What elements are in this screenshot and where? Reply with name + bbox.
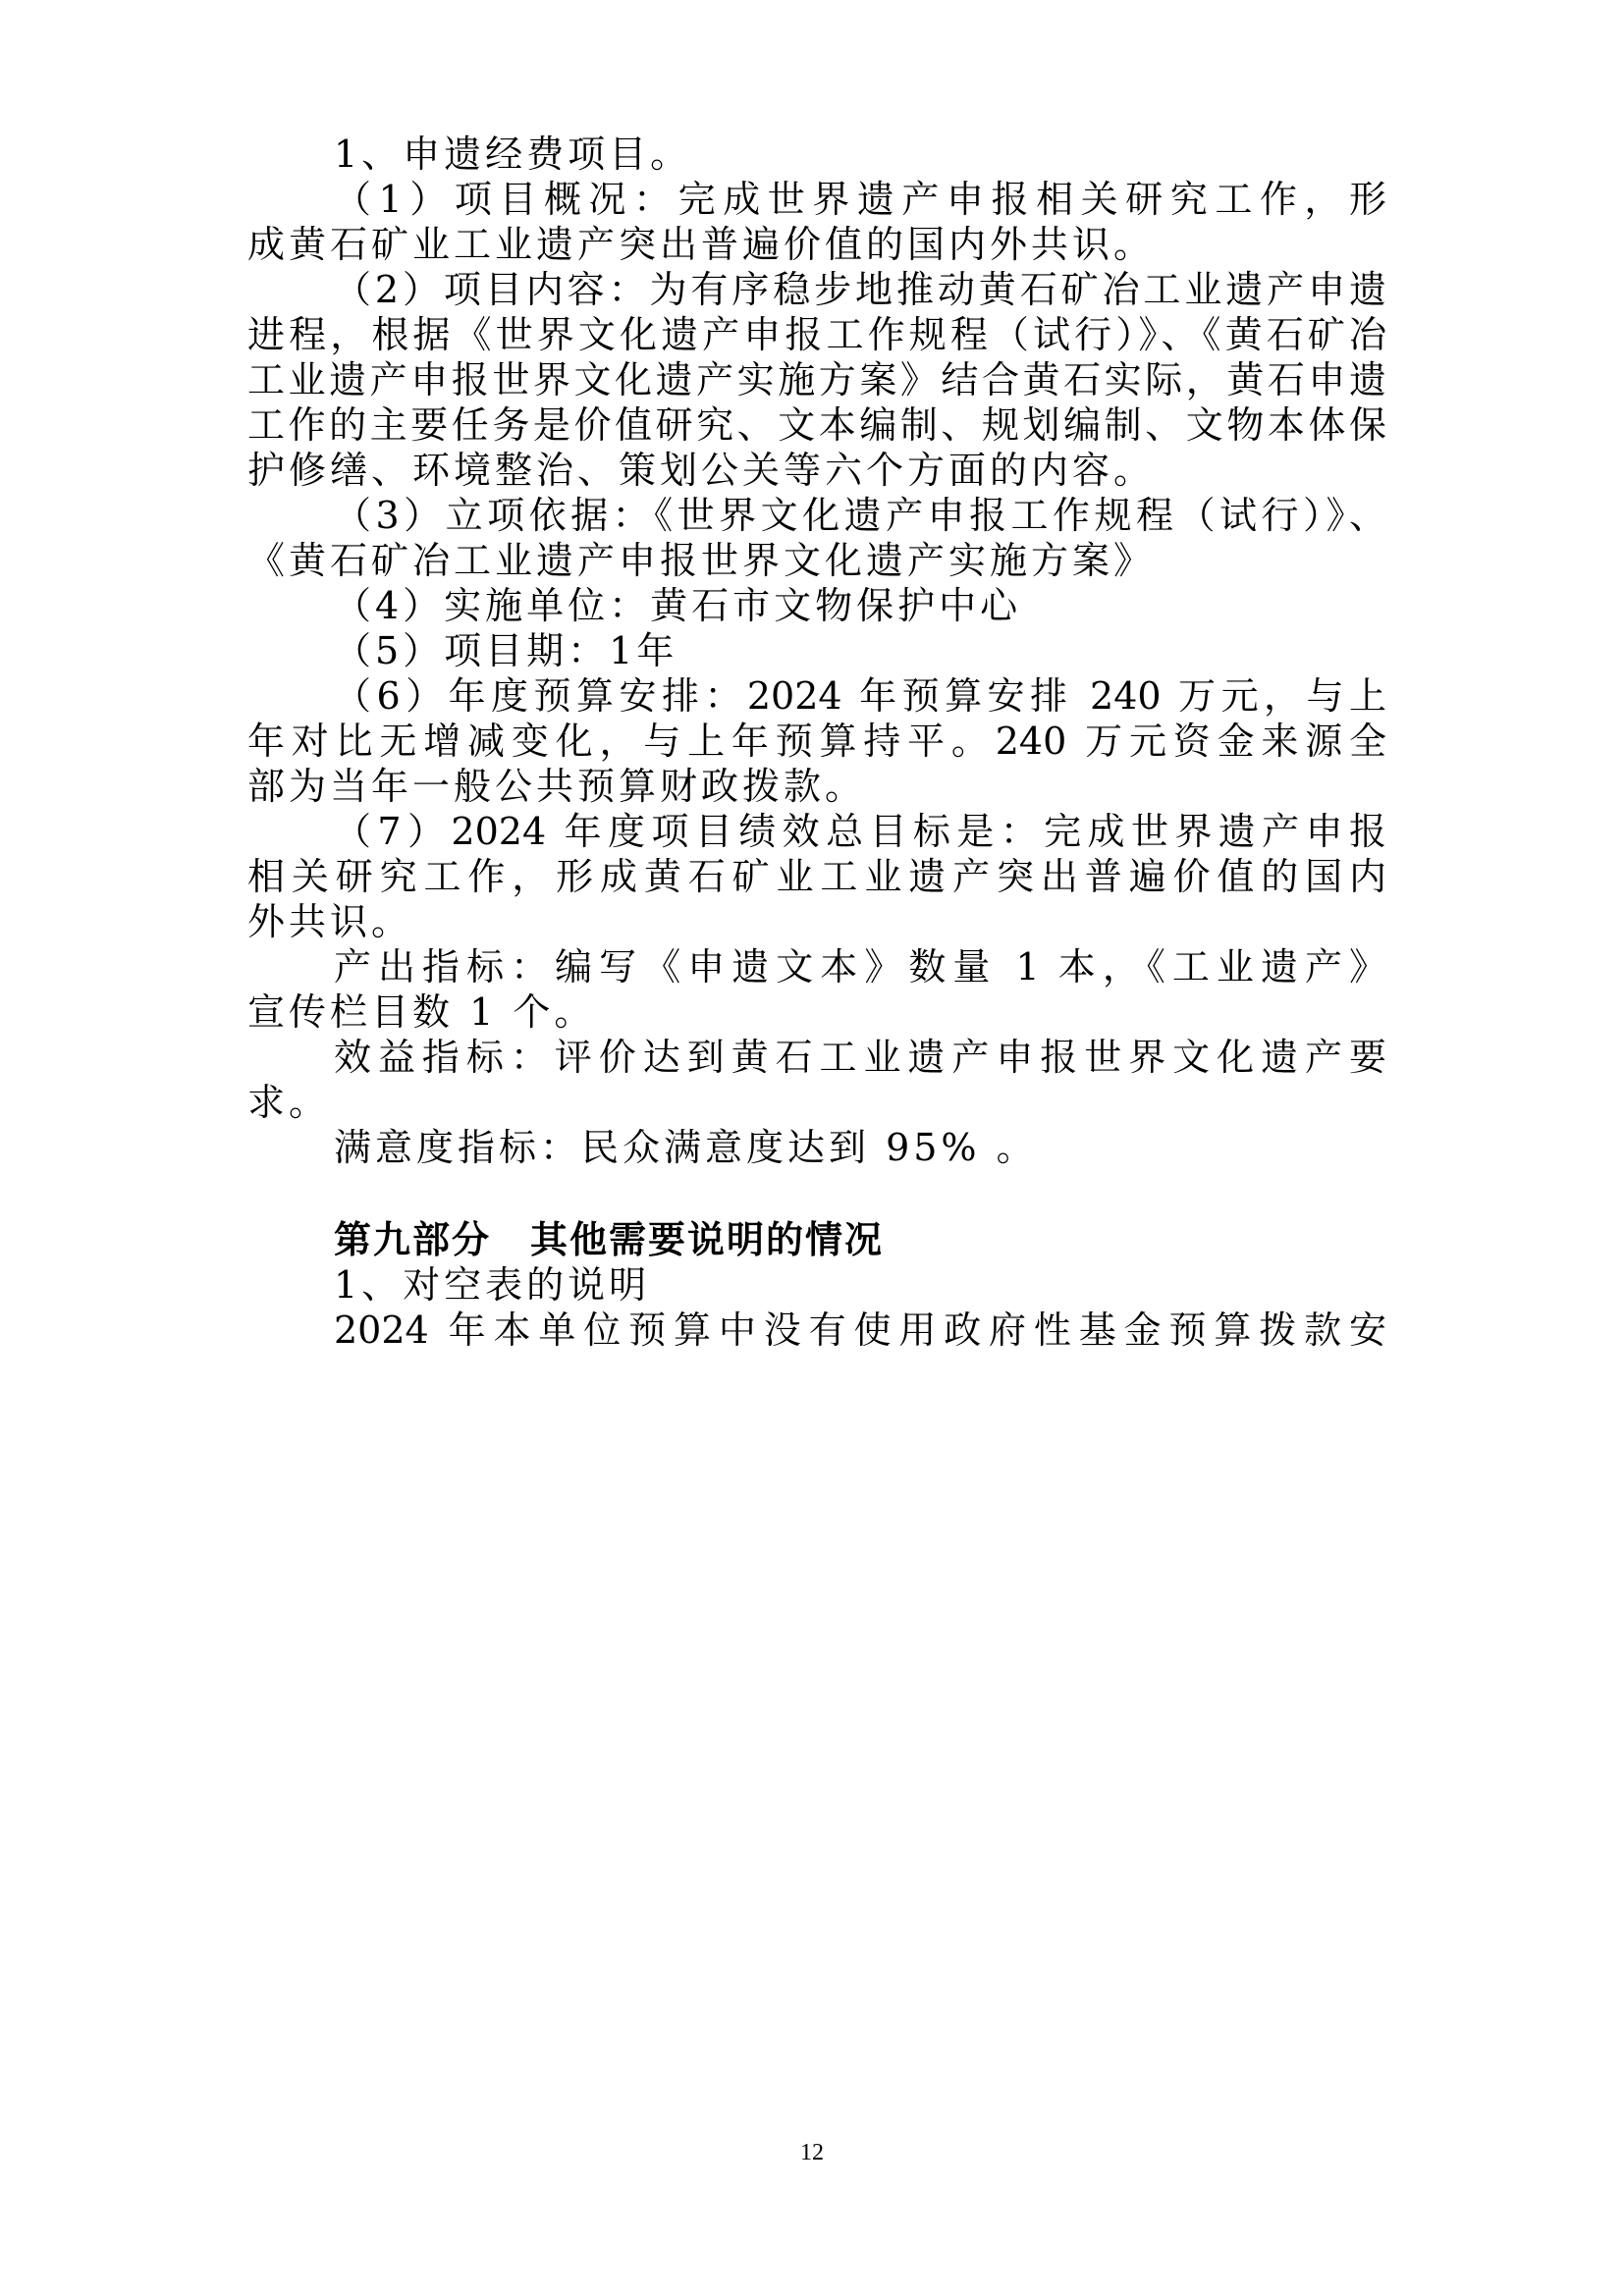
page-number: 12 <box>800 2140 824 2165</box>
section-heading: 第九部分 其他需要说明的情况 <box>334 1218 885 1261</box>
paragraph-line: 产出指标：编写《申遗文本》数量 1 本，《工业遗产》 <box>334 945 1386 988</box>
paragraph-line: 宣传栏目数 1 个。 <box>247 990 596 1034</box>
paragraph-line: （7）2024 年度项目绩效总目标是：完成世界遗产申报 <box>334 810 1386 853</box>
paragraph-line: 工业遗产申报世界文化遗产实施方案》结合黄石实际，黄石申遗 <box>247 358 1386 401</box>
subsection-title: 1、对空表的说明 <box>334 1263 651 1307</box>
paragraph-line: 外共识。 <box>247 900 413 943</box>
paragraph-line: （3）立项依据：《世界文化遗产申报工作规程（试行）》、 <box>334 494 1386 537</box>
paragraph-line: 年对比无增减变化，与上年预算持平。240 万元资金来源全 <box>247 720 1386 763</box>
paragraph-line: 相关研究工作，形成黄石矿业工业遗产突出普遍价值的国内 <box>247 855 1386 898</box>
paragraph-line: （5）项目期：1年 <box>334 629 678 672</box>
paragraph-line: 求。 <box>247 1081 331 1124</box>
paragraph-line: 护修缮、环境整治、策划公关等六个方面的内容。 <box>247 449 1156 492</box>
paragraph-line: 成黄石矿业工业遗产突出普遍价值的国内外共识。 <box>247 223 1156 266</box>
paragraph-line: 进程，根据《世界文化遗产申报工作规程（试行）》、《黄石矿冶 <box>247 313 1386 356</box>
paragraph-line: （4）实施单位：黄石市文物保护中心 <box>334 584 1022 627</box>
paragraph-line: 部为当年一般公共预算财政拨款。 <box>247 765 867 808</box>
paragraph-line: （6）年度预算安排：2024 年预算安排 240 万元，与上 <box>334 674 1386 718</box>
paragraph-line: 2024 年本单位预算中没有使用政府性基金预算拨款安 <box>334 1308 1386 1352</box>
paragraph-line: 效益指标：评价达到黄石工业遗产申报世界文化遗产要 <box>334 1036 1386 1079</box>
section-item-title: 1、申遗经费项目。 <box>334 133 692 176</box>
paragraph-line: 《黄石矿冶工业遗产申报世界文化遗产实施方案》 <box>247 539 1156 582</box>
paragraph-line: （2）项目内容：为有序稳步地推动黄石矿冶工业遗产申遗 <box>334 268 1386 311</box>
paragraph-line: 满意度指标：民众满意度达到 95% 。 <box>334 1126 1038 1169</box>
paragraph-line: 工作的主要任务是价值研究、文本编制、规划编制、文物本体保 <box>247 403 1386 447</box>
paragraph-line: （1）项目概况：完成世界遗产申报相关研究工作，形 <box>334 178 1386 221</box>
